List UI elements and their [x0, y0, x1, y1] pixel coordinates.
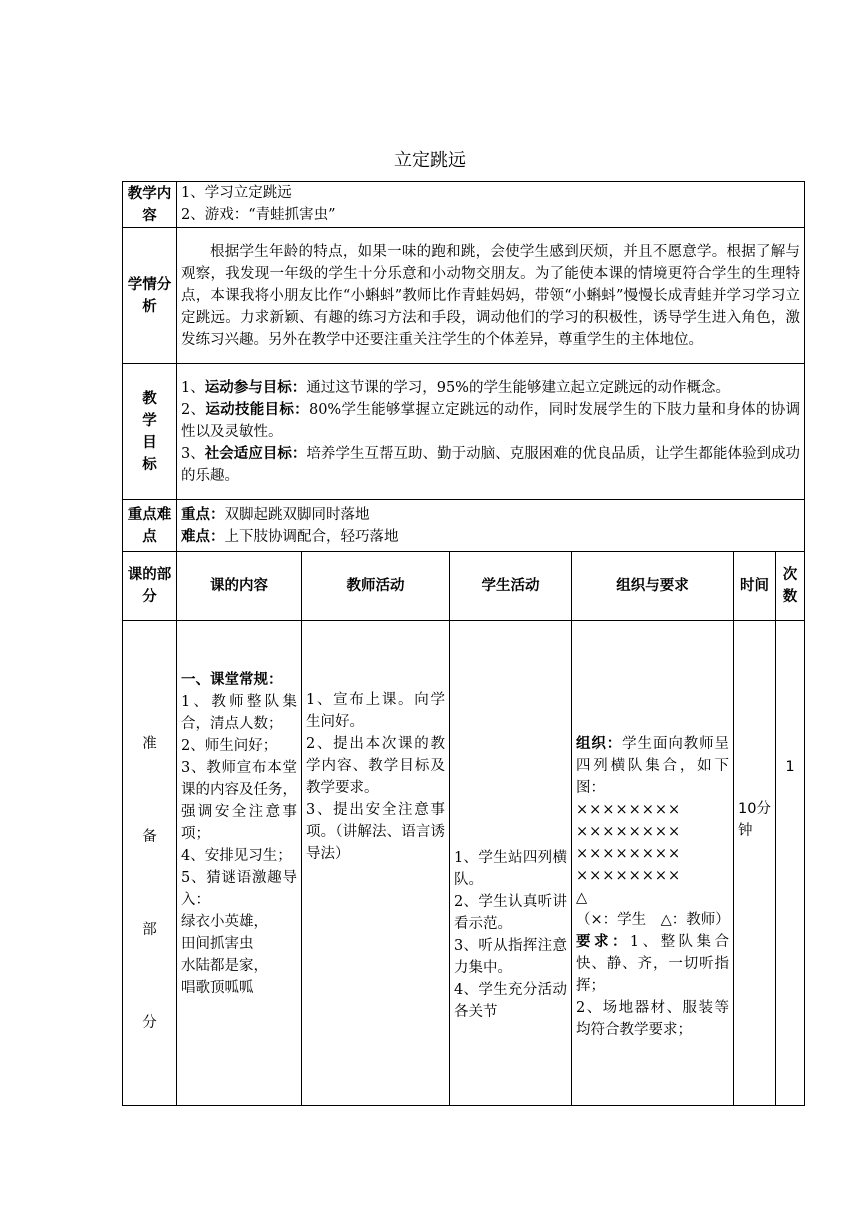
content-item: 2、游戏：“青蛙抓害虫”	[181, 207, 336, 223]
header-teacher: 教师活动	[302, 552, 450, 621]
prep-teacher: 1、宣布上课。向学生问好。 2、提出本次课的教学内容、教学目标及教学要求。 3、提出安全注意事项。（讲解法、语言诱导法）	[302, 621, 450, 1106]
goals-cell	[177, 364, 805, 500]
key-point: 重点：双脚起跳双脚同时落地	[181, 506, 370, 523]
content-cell	[177, 182, 805, 228]
prep-content-title: 一、课堂常规：	[181, 672, 283, 688]
header-student: 学生活动	[450, 552, 572, 621]
formation-row: ××××××××	[576, 824, 682, 840]
header-row	[123, 552, 805, 621]
teacher-mark-icon: △	[576, 890, 588, 906]
req-line: 2、场地器材、服装等均符合教学要求；	[576, 1000, 729, 1038]
page-title: 立定跳远	[394, 150, 466, 171]
header-time: 时间	[734, 552, 776, 621]
header-org: 组织与要求	[572, 552, 734, 621]
formation-row: ××××××××	[576, 802, 682, 818]
org-text: 组织：学生面向教师呈四列横队集合，如下图：	[576, 736, 730, 796]
goal-item: 2、运动技能目标：80%学生能够掌握立定跳远的动作，同时发展学生的下肢力量和身体的协调性以及灵敏性。	[181, 401, 801, 440]
formation-row: ××××××××	[576, 868, 682, 884]
content-row	[123, 182, 805, 228]
content-item: 1、学习立定跳远	[181, 185, 292, 201]
header-part: 课的部分	[123, 552, 177, 621]
goals-label: 教 学 目 标	[123, 364, 177, 500]
req-line: 要求：1、整队集合快、静、齐，一切听指挥；	[576, 934, 730, 994]
goals-row	[123, 364, 805, 500]
header-content: 课的内容	[177, 552, 302, 621]
content-label: 教学内容	[123, 182, 177, 228]
header-count: 次数	[776, 552, 805, 621]
keypoints-label: 重点难点	[123, 500, 177, 552]
prep-count: 1	[776, 621, 805, 1106]
analysis-row	[123, 228, 805, 364]
prep-org	[572, 621, 734, 1106]
keypoints-row	[123, 500, 805, 552]
prep-row	[123, 621, 805, 1106]
difficulty-point: 难点：上下肢协调配合，轻巧落地	[181, 528, 399, 545]
prep-time: 10分钟	[734, 621, 776, 1106]
prep-student: 1、学生站四列横队。 2、学生认真听讲看示范。 3、听从指挥注意力集中。 4、学生充分活动各关节	[450, 621, 572, 1106]
formation-legend: （×：学生 △：教师）	[576, 912, 730, 928]
prep-content: 一、课堂常规： 1、教师整队集合，清点人数； 2、师生问好； 3、教师宣布本堂课的内容及任务，强调安全注意事项； 4、安排见习生； 5、猜谜语激趣导入： 绿衣小英雄， 田间抓害虫 水陆都是家， 唱歌顶呱呱	[177, 621, 302, 1106]
lesson-plan-table	[122, 181, 805, 1106]
formation-row: ××××××××	[576, 846, 682, 862]
analysis-label: 学情分析	[123, 228, 177, 364]
keypoints-cell	[177, 500, 805, 552]
goal-item: 3、社会适应目标：培养学生互帮互助、勤于动脑、克服困难的优良品质，让学生都能体验到成功的乐趣。	[181, 445, 801, 484]
analysis-text: 根据学生年龄的特点，如果一味的跑和跳，会使学生感到厌烦，并且不愿意学。根据了解与观察，我发现一年级的学生十分乐意和小动物交朋友。为了能使本课的情境更符合学生的生理特点，本课我将小朋友比作“小蝌蚪”教师比作青蛙妈妈，带领“小蝌蚪”慢慢长成青蛙并学习学习立定跳远。力求新颖、有趣的练习方法和手段，调动他们的学习的积极性，诱导学生进入角色，激发练习兴趣。另外在教学中还要注重关注学生的个体差异，尊重学生的主体地位。	[177, 228, 805, 364]
goal-item: 1、运动参与目标：通过这节课的学习，95%的学生能够建立起立定跳远的动作概念。	[181, 379, 730, 396]
prep-part: 准 备 部 分	[123, 621, 177, 1106]
